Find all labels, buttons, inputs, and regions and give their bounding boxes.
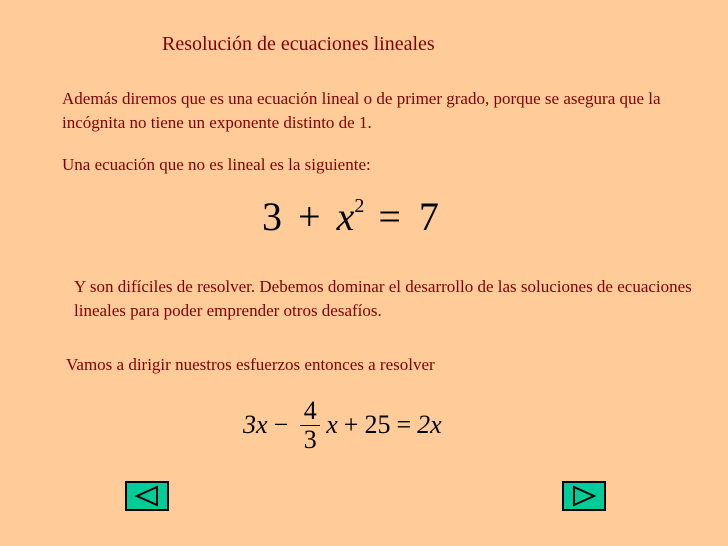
eq2-fraction-numerator: 4 [303,395,317,425]
triangle-right-icon [570,485,598,507]
eq1-variable: x [336,194,355,239]
eq2-constant: 25 [364,410,391,439]
eq2-equals: = [396,410,412,439]
paragraph-difficulty: Y son difíciles de resolver. Debemos dominar el desarrollo de las soluciones de ecuaciones lineales para poder emprender otros desafíos. [74,277,692,320]
paragraph-goal: Vamos a dirigir nuestros esfuerzos entonces a resolver [66,355,435,374]
eq1-plus: + [298,194,321,239]
eq1-rhs: 7 [418,194,439,239]
next-slide-button[interactable] [562,481,606,511]
paragraph-linear-definition: Además diremos que es una ecuación lineal o de primer grado, porque se asegura que la incógnita no tiene un exponente distinto de 1. [62,89,661,132]
paragraph-nonlinear-intro: Una ecuación que no es lineal es la siguiente: [62,155,371,174]
eq2-rhs: 2x [417,410,442,439]
eq2-variable: x [326,410,338,439]
eq2-term1: 3x [243,410,268,439]
previous-slide-button[interactable] [125,481,169,511]
eq2-fraction [300,397,320,454]
eq1-constant: 3 [262,194,282,239]
equation-linear [243,393,442,457]
equation-nonlinear [262,193,439,248]
page-title: Resolución de ecuaciones lineales [162,33,435,55]
eq1-exponent: 2 [354,195,365,217]
eq2-minus: − [273,410,289,439]
eq2-plus: + [343,410,359,439]
eq2-fraction-denominator: 3 [303,424,317,454]
triangle-left-icon [133,485,161,507]
eq1-equals: = [378,194,401,239]
